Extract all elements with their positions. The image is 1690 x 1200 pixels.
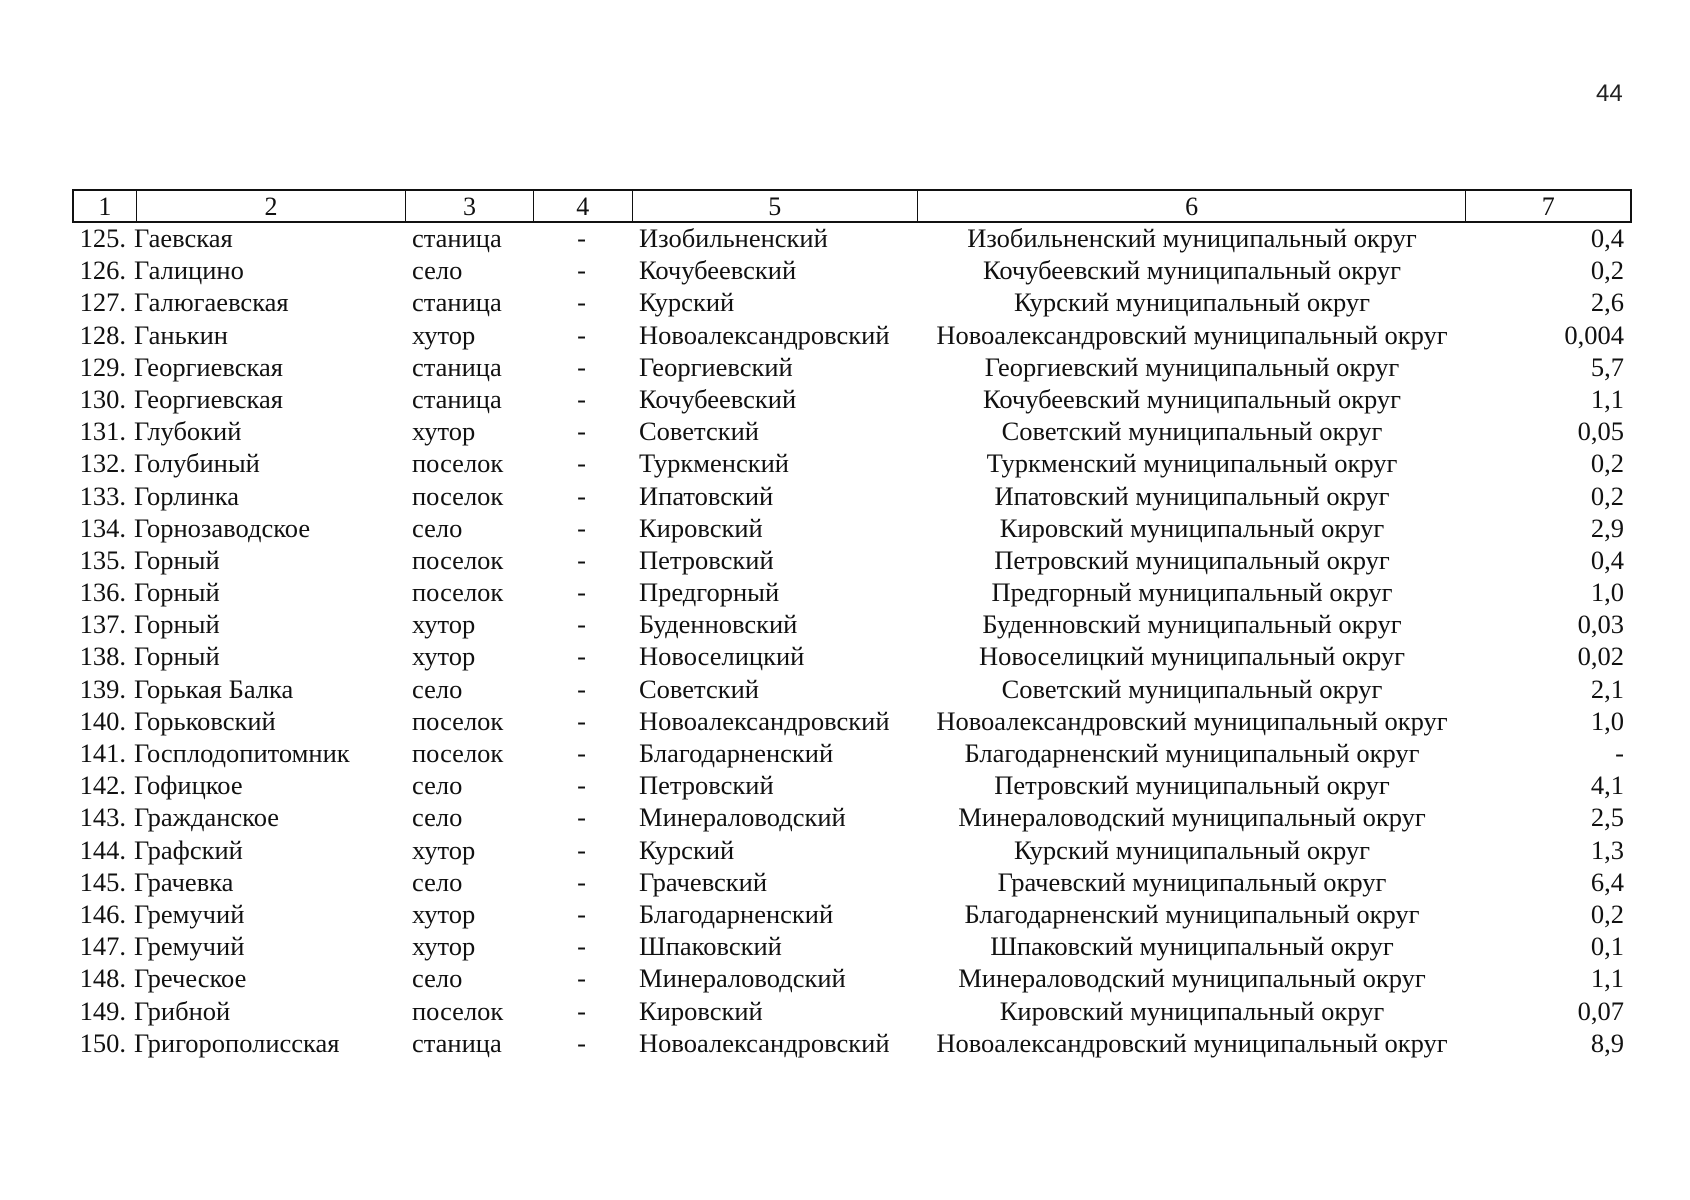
settlement-type: станица (412, 1027, 502, 1058)
numeric-value: 1,1 (1590, 963, 1624, 994)
table-row (72, 481, 1632, 513)
row-number: 144. (79, 834, 126, 865)
numeric-value: 0,07 (1577, 995, 1624, 1026)
municipal-okrug: Кировский муниципальный округ (999, 512, 1385, 543)
column-4-value: - (577, 931, 586, 962)
table-row (72, 384, 1632, 416)
district-name: Минераловодский (639, 802, 846, 833)
row-number: 143. (79, 802, 126, 833)
district-name: Кочубеевский (639, 255, 797, 286)
header-cell-7: 7 (1465, 191, 1630, 221)
table-row (72, 963, 1632, 995)
settlement-name: Горнозаводское (134, 512, 311, 543)
settlement-type: хутор (412, 609, 476, 640)
row-number: 128. (79, 319, 126, 350)
column-4-value: - (577, 802, 586, 833)
district-name: Предгорный (639, 577, 780, 608)
row-number: 145. (79, 866, 126, 897)
numeric-value: 0,2 (1590, 255, 1624, 286)
row-number: 140. (79, 705, 126, 736)
settlement-name: Галюгаевская (134, 287, 289, 318)
settlement-type: поселок (412, 738, 504, 768)
column-4-value: - (577, 383, 586, 414)
row-number: 136. (79, 577, 126, 608)
settlement-name: Греческое (134, 963, 247, 994)
column-4-value: - (577, 416, 586, 447)
header-cell-2: 2 (136, 191, 405, 221)
settlement-type: хутор (412, 898, 476, 929)
settlement-name: Галицино (134, 255, 244, 286)
column-4-value: - (577, 577, 586, 608)
district-name: Ипатовский (639, 480, 774, 511)
settlement-name: Гремучий (134, 898, 245, 929)
column-4-value: - (577, 448, 586, 479)
settlement-type: станица (412, 351, 502, 382)
numeric-value: - (1615, 738, 1624, 768)
settlement-name: Георгиевская (134, 383, 283, 414)
district-name: Новоалександровский (639, 1027, 890, 1058)
column-4-value: - (577, 512, 586, 543)
settlement-type: поселок (412, 448, 504, 479)
column-4-value: - (577, 834, 586, 865)
numeric-value: 0,2 (1590, 448, 1624, 479)
column-4-value: - (577, 351, 586, 382)
district-name: Благодарненский (639, 738, 834, 768)
column-4-value: - (577, 738, 586, 768)
settlement-type: поселок (412, 705, 504, 736)
district-name: Благодарненский (639, 898, 834, 929)
table-row (72, 448, 1632, 480)
column-4-value: - (577, 898, 586, 929)
row-number: 133. (79, 480, 126, 511)
numeric-value: 0,4 (1590, 223, 1624, 253)
table-row (72, 802, 1632, 834)
settlement-name: Гремучий (134, 931, 245, 962)
district-name: Изобильненский (639, 223, 828, 253)
column-4-value: - (577, 1027, 586, 1058)
numeric-value: 0,2 (1590, 480, 1624, 511)
municipal-okrug: Петровский муниципальный округ (994, 770, 1390, 801)
settlement-name: Грачевка (134, 866, 234, 897)
district-name: Минераловодский (639, 963, 846, 994)
settlement-type: село (412, 802, 463, 833)
table-row (72, 513, 1632, 545)
settlement-name: Горлинка (134, 480, 239, 511)
district-name: Кочубеевский (639, 383, 797, 414)
row-number: 135. (79, 544, 126, 575)
settlement-type: село (412, 963, 463, 994)
page-number: 44 (1596, 80, 1623, 107)
settlement-name: Горный (134, 577, 220, 608)
district-name: Курский (639, 834, 735, 865)
settlement-name: Гаевская (134, 223, 233, 253)
table-row (72, 320, 1632, 352)
municipal-okrug: Благодарненский муниципальный округ (964, 898, 1420, 929)
municipal-okrug: Благодарненский муниципальный округ (964, 738, 1420, 768)
table-row (72, 738, 1632, 770)
table-row (72, 835, 1632, 867)
table-row (72, 996, 1632, 1028)
municipal-okrug: Советский муниципальный округ (1001, 673, 1383, 704)
row-number: 147. (79, 931, 126, 962)
municipal-okrug: Минераловодский муниципальный округ (958, 802, 1426, 833)
table-row (72, 1028, 1632, 1060)
settlement-name: Гражданское (134, 802, 280, 833)
header-cell-4: 4 (533, 191, 632, 221)
table-row (72, 706, 1632, 738)
settlement-name: Ганькин (134, 319, 228, 350)
row-number: 139. (79, 673, 126, 704)
column-4-value: - (577, 223, 586, 253)
numeric-value: 0,2 (1590, 898, 1624, 929)
row-number: 138. (79, 641, 126, 672)
district-name: Курский (639, 287, 735, 318)
municipal-okrug: Минераловодский муниципальный округ (958, 963, 1426, 994)
table-row (72, 899, 1632, 931)
column-4-value: - (577, 770, 586, 801)
municipal-okrug: Шпаковский муниципальный округ (990, 931, 1394, 962)
row-number: 134. (79, 512, 126, 543)
settlement-type: хутор (412, 319, 476, 350)
numeric-value: 4,1 (1590, 770, 1624, 801)
municipal-okrug: Новоалександровский муниципальный округ (936, 705, 1448, 736)
municipal-okrug: Кировский муниципальный округ (999, 995, 1385, 1026)
municipal-okrug: Новоселицкий муниципальный округ (978, 641, 1406, 672)
municipal-okrug: Изобильненский муниципальный округ (967, 223, 1417, 253)
municipal-okrug: Грачевский муниципальный округ (997, 866, 1387, 897)
municipal-okrug: Туркменский муниципальный округ (986, 448, 1398, 479)
header-cell-5: 5 (632, 191, 917, 221)
table-row (72, 223, 1632, 255)
column-4-value: - (577, 866, 586, 897)
district-name: Буденновский (639, 609, 798, 640)
municipal-okrug: Буденновский муниципальный округ (982, 609, 1402, 640)
table-row (72, 255, 1632, 287)
numeric-value: 1,3 (1590, 834, 1624, 865)
municipal-okrug: Курский муниципальный округ (1014, 834, 1370, 865)
column-4-value: - (577, 255, 586, 286)
row-number: 127. (79, 287, 126, 318)
district-name: Новоалександровский (639, 319, 890, 350)
numeric-value: 0,05 (1577, 416, 1624, 447)
column-4-value: - (577, 641, 586, 672)
row-number: 129. (79, 351, 126, 382)
settlement-name: Григорополисская (134, 1027, 340, 1058)
district-name: Новоселицкий (639, 641, 805, 672)
settlement-type: хутор (412, 931, 476, 962)
numeric-value: 0,03 (1577, 609, 1624, 640)
numeric-value: 6,4 (1590, 866, 1624, 897)
header-cell-6: 6 (917, 191, 1466, 221)
municipal-okrug: Предгорный муниципальный округ (991, 577, 1393, 608)
settlement-type: станица (412, 383, 502, 414)
row-number: 150. (79, 1027, 126, 1058)
table-row (72, 352, 1632, 384)
numeric-value: 8,9 (1590, 1027, 1624, 1058)
table-row (72, 287, 1632, 319)
row-number: 126. (79, 255, 126, 286)
numeric-value: 1,1 (1590, 383, 1624, 414)
settlement-type: хутор (412, 641, 476, 672)
row-number: 141. (79, 738, 126, 768)
settlement-name: Георгиевская (134, 351, 283, 382)
table-header-row (72, 189, 1632, 223)
table-row (72, 674, 1632, 706)
settlement-name: Горный (134, 544, 220, 575)
settlement-type: поселок (412, 577, 504, 608)
district-name: Новоалександровский (639, 705, 890, 736)
municipal-okrug: Новоалександровский муниципальный округ (936, 1027, 1448, 1058)
settlement-type: поселок (412, 544, 504, 575)
settlement-type: хутор (412, 416, 476, 447)
table-row (72, 867, 1632, 899)
column-4-value: - (577, 963, 586, 994)
settlement-type: поселок (412, 995, 504, 1026)
settlement-type: хутор (412, 834, 476, 865)
column-4-value: - (577, 287, 586, 318)
settlements-table (72, 189, 1632, 1060)
district-name: Георгиевский (639, 351, 793, 382)
numeric-value: 0,004 (1564, 319, 1624, 350)
numeric-value: 2,1 (1590, 673, 1624, 704)
column-4-value: - (577, 609, 586, 640)
row-number: 148. (79, 963, 126, 994)
column-4-value: - (577, 995, 586, 1026)
settlement-type: село (412, 770, 463, 801)
municipal-okrug: Георгиевский муниципальный округ (984, 351, 1400, 382)
settlement-name: Горный (134, 641, 220, 672)
settlement-type: станица (412, 287, 502, 318)
district-name: Советский (639, 416, 759, 447)
column-4-value: - (577, 480, 586, 511)
column-4-value: - (577, 544, 586, 575)
district-name: Петровский (639, 770, 774, 801)
district-name: Петровский (639, 544, 774, 575)
row-number: 132. (79, 448, 126, 479)
row-number: 146. (79, 898, 126, 929)
header-cell-1: 1 (98, 192, 112, 221)
settlement-type: село (412, 512, 463, 543)
settlement-name: Гофицкое (134, 770, 243, 801)
column-4-value: - (577, 319, 586, 350)
settlement-type: станица (412, 223, 502, 253)
numeric-value: 2,9 (1590, 512, 1624, 543)
table-row (72, 931, 1632, 963)
table-row (72, 609, 1632, 641)
numeric-value: 5,7 (1590, 351, 1624, 382)
settlement-name: Госплодопитомник (134, 738, 350, 768)
municipal-okrug: Ипатовский муниципальный округ (994, 480, 1390, 511)
numeric-value: 0,02 (1577, 641, 1624, 672)
municipal-okrug: Петровский муниципальный округ (994, 544, 1390, 575)
settlement-name: Грибной (134, 995, 231, 1026)
settlement-name: Голубиный (134, 448, 260, 479)
numeric-value: 0,1 (1590, 931, 1624, 962)
settlement-type: село (412, 866, 463, 897)
district-name: Грачевский (639, 866, 768, 897)
numeric-value: 0,4 (1590, 544, 1624, 575)
row-number: 137. (79, 609, 126, 640)
settlement-name: Графский (134, 834, 243, 865)
numeric-value: 2,6 (1590, 287, 1624, 318)
row-number: 131. (79, 416, 126, 447)
settlement-name: Горный (134, 609, 220, 640)
row-number: 130. (79, 383, 126, 414)
column-4-value: - (577, 705, 586, 736)
row-number: 149. (79, 995, 126, 1026)
numeric-value: 2,5 (1590, 802, 1624, 833)
district-name: Кировский (639, 512, 763, 543)
numeric-value: 1,0 (1590, 705, 1624, 736)
table-row (72, 641, 1632, 673)
table-row (72, 416, 1632, 448)
district-name: Шпаковский (639, 931, 782, 962)
header-cell-3: 3 (405, 191, 533, 221)
table-row (72, 577, 1632, 609)
district-name: Советский (639, 673, 759, 704)
settlement-type: село (412, 673, 463, 704)
district-name: Кировский (639, 995, 763, 1026)
municipal-okrug: Кочубеевский муниципальный округ (983, 255, 1401, 286)
settlement-name: Глубокий (134, 416, 242, 447)
settlement-type: село (412, 255, 463, 286)
column-4-value: - (577, 673, 586, 704)
row-number: 125. (79, 223, 126, 253)
settlement-type: поселок (412, 480, 504, 511)
table-body (72, 223, 1632, 1060)
table-row (72, 770, 1632, 802)
row-number: 142. (79, 770, 126, 801)
settlement-name: Горькая Балка (134, 673, 294, 704)
district-name: Туркменский (639, 448, 789, 479)
table-row (72, 545, 1632, 577)
municipal-okrug: Новоалександровский муниципальный округ (936, 319, 1448, 350)
settlement-name: Горьковский (134, 705, 276, 736)
numeric-value: 1,0 (1590, 577, 1624, 608)
municipal-okrug: Кочубеевский муниципальный округ (983, 383, 1401, 414)
municipal-okrug: Курский муниципальный округ (1014, 287, 1370, 318)
municipal-okrug: Советский муниципальный округ (1001, 416, 1383, 447)
